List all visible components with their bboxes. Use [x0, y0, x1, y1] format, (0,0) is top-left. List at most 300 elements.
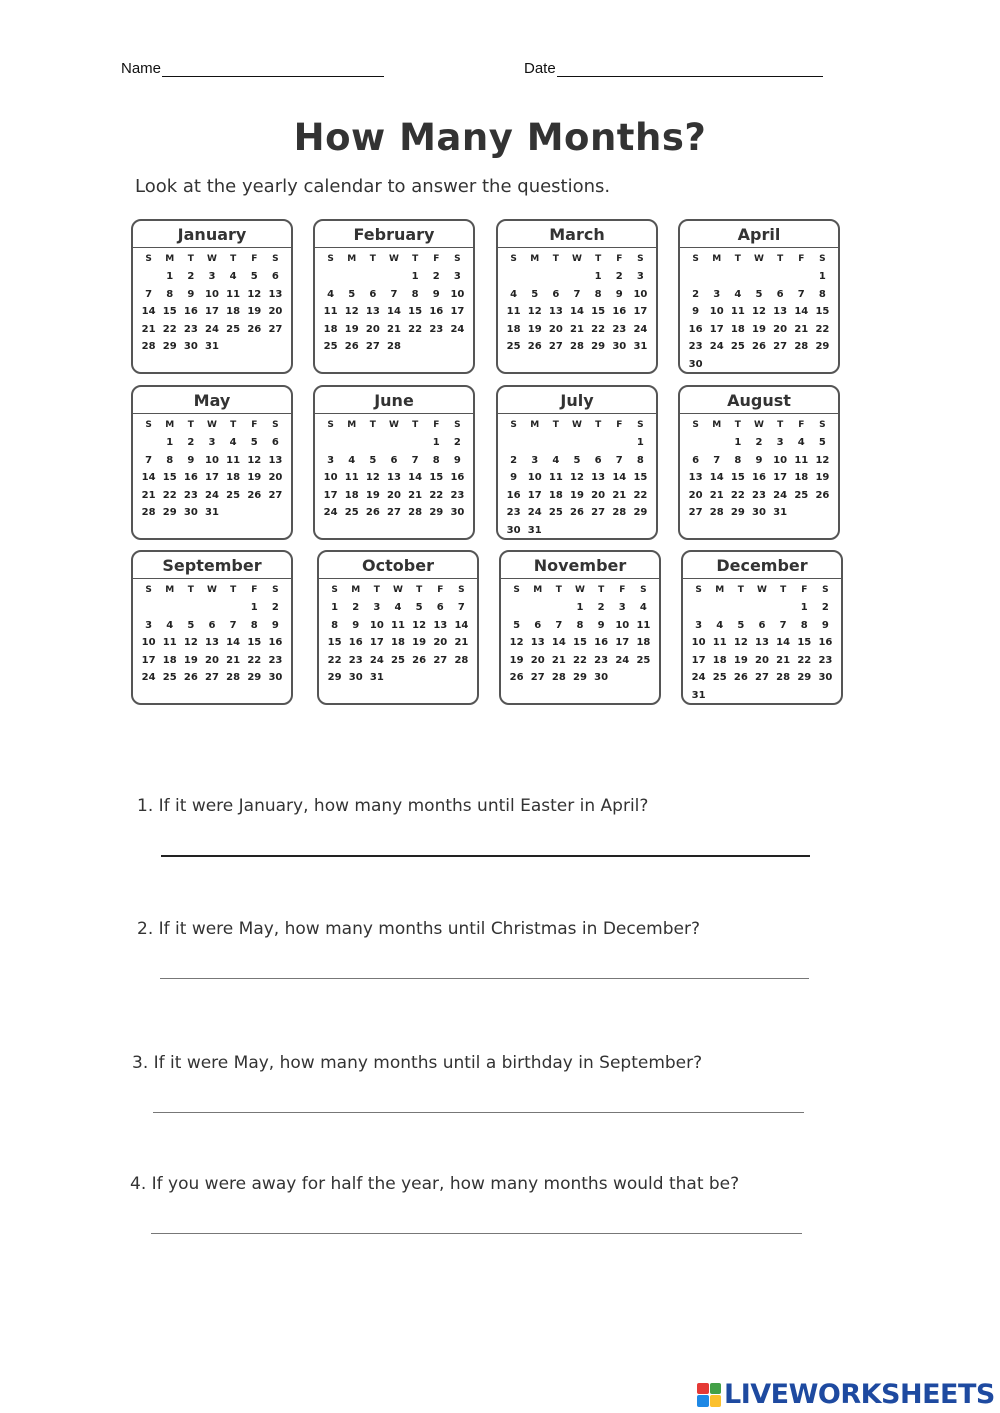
day-cell: 25 — [391, 654, 405, 666]
weekday-header: T — [595, 254, 602, 264]
question-3: 3. If it were May, how many months until a birthday in September? — [132, 1053, 703, 1073]
day-cell: 25 — [344, 507, 359, 518]
day-cell: 22 — [327, 654, 342, 666]
day-cell: 18 — [730, 323, 745, 335]
day-cell: 24 — [205, 323, 219, 335]
day-cell: 5 — [250, 437, 258, 448]
day-cell: 19 — [509, 654, 524, 666]
day-cell: 17 — [205, 306, 219, 317]
day-cell: 6 — [776, 288, 784, 300]
day-cell: 10 — [773, 454, 788, 466]
day-cell: 30 — [752, 507, 766, 518]
day-cell: 12 — [509, 637, 524, 648]
question-1: 1. If it were January, how many months until Easter in April? — [137, 796, 649, 816]
day-cell: 27 — [688, 507, 703, 518]
month-name: February — [315, 221, 473, 248]
day-cell: 18 — [162, 654, 177, 666]
day-cell: 25 — [226, 489, 241, 501]
day-cell: 16 — [183, 306, 198, 317]
weekday-header: T — [412, 254, 419, 264]
date-field[interactable] — [524, 60, 823, 77]
day-cell: 1 — [734, 437, 742, 448]
day-cell: 9 — [755, 454, 763, 466]
weekday-header: F — [433, 254, 440, 264]
day-cell: 25 — [712, 672, 727, 683]
day-cell: 24 — [205, 489, 219, 501]
day-cell: 8 — [734, 454, 742, 466]
day-cell: 25 — [506, 341, 521, 352]
day-cell: 3 — [145, 619, 153, 631]
day-cell: 18 — [794, 472, 809, 483]
weekday-header: F — [798, 254, 805, 264]
day-cell: 31 — [633, 341, 648, 352]
day-cell: 23 — [183, 323, 198, 335]
day-cell: 10 — [633, 288, 648, 300]
day-cell: 27 — [591, 507, 606, 518]
day-cell: 21 — [776, 654, 791, 666]
day-cell: 6 — [758, 619, 766, 631]
day-cell: 15 — [162, 306, 177, 317]
day-cell: 2 — [453, 437, 461, 448]
day-cell: 19 — [815, 472, 830, 483]
empty-cell — [503, 268, 524, 286]
day-cell: 26 — [247, 323, 262, 335]
day-cell: 28 — [551, 672, 566, 683]
day-cell: 27 — [205, 672, 219, 683]
empty-cell — [548, 599, 569, 617]
weekday-header: F — [251, 254, 258, 264]
day-cell: 14 — [794, 306, 809, 317]
weekday-header: T — [230, 420, 237, 430]
day-cell: 26 — [570, 507, 584, 518]
day-cell: 6 — [436, 602, 444, 613]
day-cell: 26 — [247, 489, 262, 501]
day-cell: 25 — [323, 341, 338, 352]
weekday-header: M — [533, 585, 543, 595]
weekday-header: W — [572, 420, 582, 430]
day-cell: 21 — [612, 489, 627, 501]
day-cell: 9 — [510, 472, 518, 483]
question-2: 2. If it were May, how many months until Christmas in December? — [137, 919, 701, 939]
weekday-header: S — [327, 420, 334, 430]
day-cell: 1 — [411, 271, 419, 282]
weekday-header: M — [712, 254, 722, 264]
weekday-header: F — [251, 585, 258, 595]
day-cell: 13 — [433, 619, 448, 631]
month-name: April — [680, 221, 838, 248]
weekday-header: T — [416, 585, 423, 595]
empty-cell — [751, 599, 772, 617]
day-cell: 20 — [548, 323, 563, 335]
empty-cell — [709, 599, 730, 617]
day-cell: 6 — [552, 288, 560, 300]
day-cell: 16 — [818, 637, 833, 648]
day-cell: 24 — [633, 323, 648, 335]
empty-cell — [524, 434, 545, 452]
day-grid — [498, 414, 656, 539]
day-cell: 7 — [411, 454, 419, 466]
day-cell: 22 — [162, 323, 177, 335]
day-cell: 2 — [755, 437, 763, 448]
day-cell: 17 — [633, 306, 648, 317]
instructions: Look at the yearly calendar to answer the questions. — [135, 176, 611, 197]
day-cell: 10 — [205, 454, 219, 466]
day-cell: 19 — [570, 489, 584, 501]
month-name: June — [315, 387, 473, 414]
weekday-header: T — [552, 254, 559, 264]
day-cell: 18 — [548, 489, 563, 501]
month-name: November — [501, 552, 659, 579]
day-cell: 7 — [555, 619, 563, 631]
name-label: Name — [121, 60, 162, 77]
weekday-header: W — [754, 254, 764, 264]
weekday-header: T — [734, 420, 741, 430]
day-cell: 10 — [323, 472, 338, 483]
day-cell: 10 — [205, 288, 219, 300]
day-cell: 13 — [268, 288, 283, 300]
weekday-header: W — [207, 420, 217, 430]
day-cell: 5 — [348, 288, 356, 300]
name-blank-line[interactable] — [162, 60, 384, 77]
day-grid — [133, 414, 291, 522]
empty-cell — [362, 434, 383, 452]
day-cell: 19 — [247, 472, 262, 483]
day-cell: 8 — [250, 619, 258, 631]
day-cell: 23 — [506, 507, 521, 518]
day-cell: 11 — [730, 306, 745, 317]
day-cell: 21 — [387, 323, 401, 335]
calendar-december — [681, 550, 843, 705]
day-grid — [315, 248, 473, 356]
day-cell: 11 — [548, 472, 563, 483]
day-cell: 1 — [166, 271, 174, 282]
day-cell: 24 — [323, 507, 338, 518]
empty-cell — [566, 268, 587, 286]
empty-cell — [527, 599, 548, 617]
day-cell: 8 — [331, 619, 339, 631]
date-blank-line[interactable] — [557, 60, 823, 77]
day-cell: 31 — [205, 507, 219, 518]
day-cell: 26 — [527, 341, 542, 352]
empty-cell — [159, 599, 180, 617]
day-cell: 8 — [411, 288, 419, 300]
day-cell: 30 — [183, 507, 198, 518]
day-cell: 3 — [327, 454, 335, 466]
empty-cell — [770, 268, 791, 286]
weekday-header: T — [555, 585, 562, 595]
day-cell: 7 — [573, 288, 581, 300]
day-cell: 9 — [615, 288, 623, 300]
weekday-header: F — [616, 420, 623, 430]
day-cell: 12 — [412, 619, 427, 631]
day-cell: 16 — [506, 489, 521, 501]
day-cell: 24 — [141, 672, 156, 683]
day-cell: 6 — [208, 619, 216, 631]
day-cell: 30 — [183, 341, 198, 352]
day-cell: 15 — [633, 472, 648, 483]
day-cell: 14 — [387, 306, 401, 317]
empty-cell — [320, 434, 341, 452]
day-cell: 2 — [187, 271, 195, 282]
weekday-header: S — [637, 420, 644, 430]
day-cell: 6 — [594, 454, 602, 466]
day-cell: 12 — [247, 454, 262, 466]
answer-line-4[interactable] — [151, 1233, 802, 1234]
day-cell: 11 — [391, 619, 405, 631]
day-cell: 13 — [548, 306, 563, 317]
day-cell: 22 — [797, 654, 812, 666]
empty-cell — [180, 599, 201, 617]
day-cell: 20 — [365, 323, 380, 335]
day-grid — [680, 248, 838, 373]
day-cell: 10 — [709, 306, 724, 317]
day-cell: 29 — [162, 341, 177, 352]
day-cell: 30 — [688, 358, 703, 370]
day-cell: 26 — [509, 672, 524, 683]
calendar-april — [678, 219, 840, 374]
day-cell: 6 — [692, 454, 700, 466]
day-cell: 12 — [733, 637, 748, 648]
weekday-header: S — [272, 420, 279, 430]
day-cell: 19 — [733, 654, 748, 666]
weekday-header: S — [819, 254, 826, 264]
day-cell: 27 — [433, 654, 448, 666]
empty-cell — [727, 268, 748, 286]
day-cell: 30 — [594, 672, 609, 683]
empty-cell — [506, 599, 527, 617]
empty-cell — [545, 434, 566, 452]
month-name: May — [133, 387, 291, 414]
empty-cell — [688, 599, 709, 617]
day-cell: 9 — [821, 619, 829, 631]
day-cell: 20 — [433, 637, 448, 648]
day-cell: 7 — [779, 619, 787, 631]
day-cell: 5 — [755, 288, 763, 300]
day-cell: 14 — [408, 472, 423, 483]
day-cell: 14 — [612, 472, 627, 483]
day-cell: 11 — [226, 288, 241, 300]
day-cell: 27 — [268, 323, 283, 335]
day-cell: 18 — [226, 306, 241, 317]
day-cell: 20 — [773, 323, 788, 335]
day-cell: 22 — [247, 654, 262, 666]
empty-cell — [383, 434, 404, 452]
day-cell: 30 — [506, 524, 521, 536]
calendar-september — [131, 550, 293, 705]
weekday-header: T — [187, 585, 194, 595]
day-cell: 31 — [527, 524, 542, 536]
weekday-header: S — [145, 585, 152, 595]
day-cell: 19 — [527, 323, 542, 335]
day-cell: 20 — [268, 306, 283, 317]
day-cell: 29 — [730, 507, 745, 518]
day-cell: 2 — [432, 271, 440, 282]
answer-line-1[interactable] — [161, 855, 810, 857]
day-cell: 1 — [818, 271, 826, 282]
day-cell: 9 — [187, 454, 195, 466]
day-cell: 5 — [369, 454, 377, 466]
weekday-header: W — [754, 420, 764, 430]
day-cell: 6 — [390, 454, 398, 466]
weekday-header: W — [757, 585, 767, 595]
day-cell: 22 — [591, 323, 606, 335]
day-cell: 29 — [429, 507, 444, 518]
day-cell: 7 — [713, 454, 721, 466]
weekday-header: F — [251, 420, 258, 430]
day-cell: 16 — [752, 472, 766, 483]
day-cell: 21 — [141, 489, 156, 501]
empty-cell — [223, 599, 244, 617]
day-cell: 8 — [166, 454, 174, 466]
empty-cell — [138, 268, 159, 286]
answer-line-2[interactable] — [160, 978, 809, 979]
month-name: January — [133, 221, 291, 248]
day-cell: 17 — [527, 489, 542, 501]
weekday-header: S — [637, 254, 644, 264]
calendar-january — [131, 219, 293, 374]
weekday-header: F — [437, 585, 444, 595]
day-cell: 26 — [733, 672, 748, 683]
day-cell: 21 — [408, 489, 423, 501]
day-cell: 11 — [162, 637, 177, 648]
day-cell: 28 — [226, 672, 241, 683]
day-cell: 1 — [636, 437, 644, 448]
calendar-june — [313, 385, 475, 540]
day-cell: 10 — [141, 637, 156, 648]
day-cell: 12 — [570, 472, 584, 483]
day-cell: 7 — [390, 288, 398, 300]
day-cell: 10 — [450, 288, 465, 300]
answer-line-3[interactable] — [153, 1112, 804, 1113]
day-cell: 24 — [450, 323, 465, 335]
empty-cell — [773, 599, 794, 617]
day-cell: 8 — [576, 619, 584, 631]
day-cell: 24 — [527, 507, 542, 518]
day-cell: 30 — [818, 672, 833, 683]
day-cell: 5 — [250, 271, 258, 282]
day-cell: 12 — [183, 637, 198, 648]
day-cell: 23 — [450, 489, 465, 501]
day-cell: 12 — [752, 306, 766, 317]
day-cell: 15 — [247, 637, 262, 648]
empty-cell — [362, 268, 383, 286]
day-cell: 31 — [691, 689, 706, 701]
name-field[interactable] — [121, 60, 384, 77]
day-grid — [683, 579, 841, 704]
day-cell: 15 — [591, 306, 606, 317]
day-cell: 11 — [712, 637, 727, 648]
calendar-october — [317, 550, 479, 705]
empty-cell — [383, 268, 404, 286]
day-cell: 23 — [268, 654, 283, 666]
day-cell: 1 — [331, 602, 339, 613]
day-cell: 13 — [268, 454, 283, 466]
weekday-header: S — [692, 420, 699, 430]
day-cell: 23 — [612, 323, 627, 335]
day-cell: 4 — [229, 437, 237, 448]
day-cell: 25 — [548, 507, 563, 518]
month-name: July — [498, 387, 656, 414]
weekday-header: T — [737, 585, 744, 595]
weekday-header: W — [572, 254, 582, 264]
day-cell: 16 — [450, 472, 465, 483]
day-grid — [133, 579, 291, 687]
empty-cell — [706, 434, 727, 452]
weekday-header: T — [595, 420, 602, 430]
weekday-header: T — [369, 420, 376, 430]
day-cell: 22 — [730, 489, 745, 501]
weekday-header: M — [165, 254, 175, 264]
day-cell: 16 — [348, 637, 363, 648]
day-cell: 10 — [369, 619, 384, 631]
month-name: October — [319, 552, 477, 579]
day-cell: 31 — [773, 507, 788, 518]
weekday-header: S — [640, 585, 647, 595]
day-cell: 4 — [639, 602, 647, 613]
day-cell: 11 — [344, 472, 359, 483]
weekday-header: F — [616, 254, 623, 264]
calendar-may — [131, 385, 293, 540]
day-cell: 14 — [226, 637, 241, 648]
day-cell: 17 — [773, 472, 788, 483]
empty-cell — [588, 434, 609, 452]
day-cell: 1 — [432, 437, 440, 448]
empty-cell — [138, 599, 159, 617]
day-cell: 29 — [573, 672, 587, 683]
weekday-header: W — [207, 254, 217, 264]
day-cell: 5 — [531, 288, 539, 300]
day-cell: 13 — [688, 472, 703, 483]
weekday-header: M — [351, 585, 361, 595]
day-cell: 28 — [570, 341, 584, 352]
weekday-header: S — [331, 585, 338, 595]
day-cell: 6 — [534, 619, 542, 631]
day-cell: 27 — [365, 341, 380, 352]
day-cell: 25 — [162, 672, 177, 683]
month-name: September — [133, 552, 291, 579]
day-cell: 10 — [615, 619, 630, 631]
day-cell: 26 — [815, 489, 830, 501]
weekday-header: F — [619, 585, 626, 595]
weekday-header: M — [347, 254, 357, 264]
day-cell: 19 — [365, 489, 380, 501]
weekday-header: T — [373, 585, 380, 595]
day-cell: 3 — [373, 602, 381, 613]
day-cell: 18 — [712, 654, 727, 666]
day-cell: 4 — [734, 288, 742, 300]
day-cell: 19 — [752, 323, 766, 335]
day-cell: 17 — [323, 489, 338, 501]
day-cell: 25 — [730, 341, 745, 352]
day-cell: 24 — [369, 654, 384, 666]
day-cell: 29 — [633, 507, 648, 518]
day-cell: 3 — [208, 437, 216, 448]
day-cell: 7 — [797, 288, 805, 300]
weekday-header: M — [715, 585, 725, 595]
weekday-header: S — [145, 420, 152, 430]
weekday-header: T — [598, 585, 605, 595]
day-cell: 5 — [513, 619, 521, 631]
day-cell: 10 — [691, 637, 706, 648]
day-cell: 23 — [818, 654, 833, 666]
day-cell: 5 — [415, 602, 423, 613]
month-name: August — [680, 387, 838, 414]
day-cell: 9 — [271, 619, 279, 631]
day-cell: 16 — [268, 637, 283, 648]
day-cell: 13 — [530, 637, 545, 648]
day-cell: 14 — [141, 306, 156, 317]
day-grid — [133, 248, 291, 356]
